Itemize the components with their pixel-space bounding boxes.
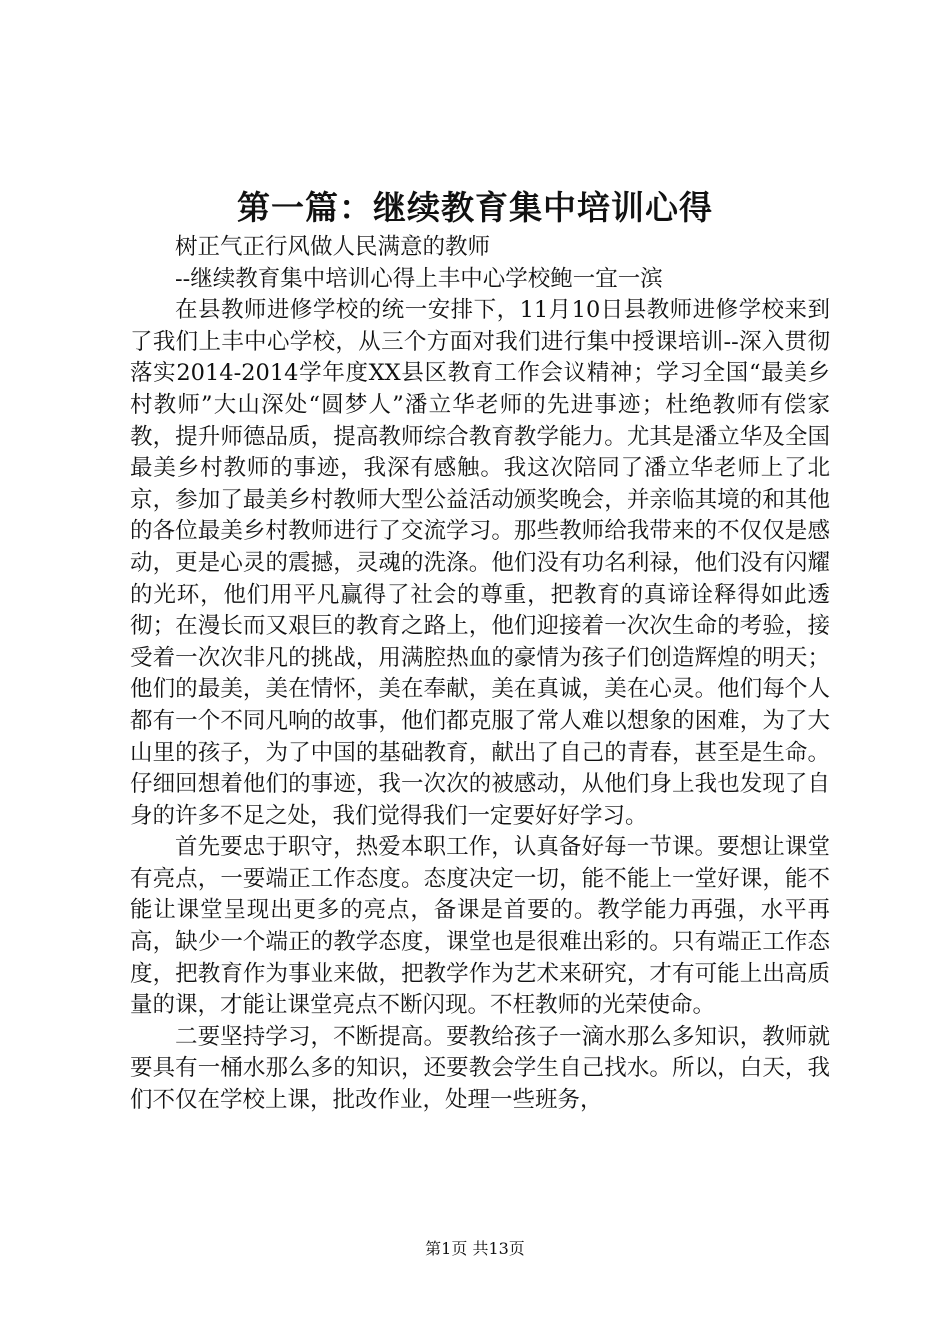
- body-paragraph: 在县教师进修学校的统一安排下，11月10日县教师进修学校来到了我们上丰中心学校，从三个方面对我们进行集中授课培训--深入贯彻落实2014-2014学年度XX县区教育工作会议精神；学习全国“最美乡村教师”大山深处“圆梦人”潘立华老师的先进事迹；杜绝教师有偿家教，提升师德品质，提高教师综合教育教学能力。尤其是潘立华及全国最美乡村教师的事迹，我深有感触。我这次陪同了潘立华老师上了北京，参加了最美乡村教师大型公益活动颁奖晚会，并亲临其境的和其他的各位最美乡村教师进行了交流学习。那些教师给我带来的不仅仅是感动，更是心灵的震撼，灵魂的洗涤。他们没有功名利禄，他们没有闪耀的光环，他们用平凡赢得了社会的尊重，把教育的真谛诠释得如此透彻；在漫长而又艰巨的教育之路上，他们迎接着一次次生命的考验，接受着一次次非凡的挑战，用满腔热血的豪情为孩子们创造辉煌的明天；他们的最美，美在情怀，美在奉献，美在真诚，美在心灵。他们每个人都有一个不同凡响的故事，他们都克服了常人难以想象的困难，为了大山里的孩子，为了中国的基础教育，献出了自己的青春，甚至是生命。仔细回想着他们的事迹，我一次次的被感动，从他们身上我也发现了自身的许多不足之处，我们觉得我们一定要好好学习。: [130, 297, 830, 829]
- document-body: [130, 232, 830, 1117]
- document-title: 第一篇：继续教育集中培训心得: [237, 188, 713, 227]
- author-line-paragraph: --继续教育集中培训心得上丰中心学校鲍一宜一滨: [175, 265, 663, 292]
- subtitle-paragraph: 树正气正行风做人民满意的教师: [175, 234, 491, 260]
- body-paragraph: 首先要忠于职守，热爱本职工作，认真备好每一节课。要想让课堂有亮点，一要端正工作态度。态度决定一切，能不能上一堂好课，能不能让课堂呈现出更多的亮点，备课是首要的。教学能力再强，水平再高，缺少一个端正的教学态度，课堂也是很难出彩的。只有端正工作态度，把教育作为事业来做，把教学作为艺术来研究，才有可能上出高质量的课，才能让课堂亮点不断闪现。不枉教师的光荣使命。: [130, 834, 830, 1019]
- page-number-footer: 第1页 共13页: [425, 1239, 525, 1258]
- body-paragraph: 二要坚持学习，不断提高。要教给孩子一滴水那么多知识，教师就要具有一桶水那么多的知识，还要教会学生自己找水。所以，白天，我们不仅在学校上课，批改作业，处理一些班务，: [130, 1023, 830, 1114]
